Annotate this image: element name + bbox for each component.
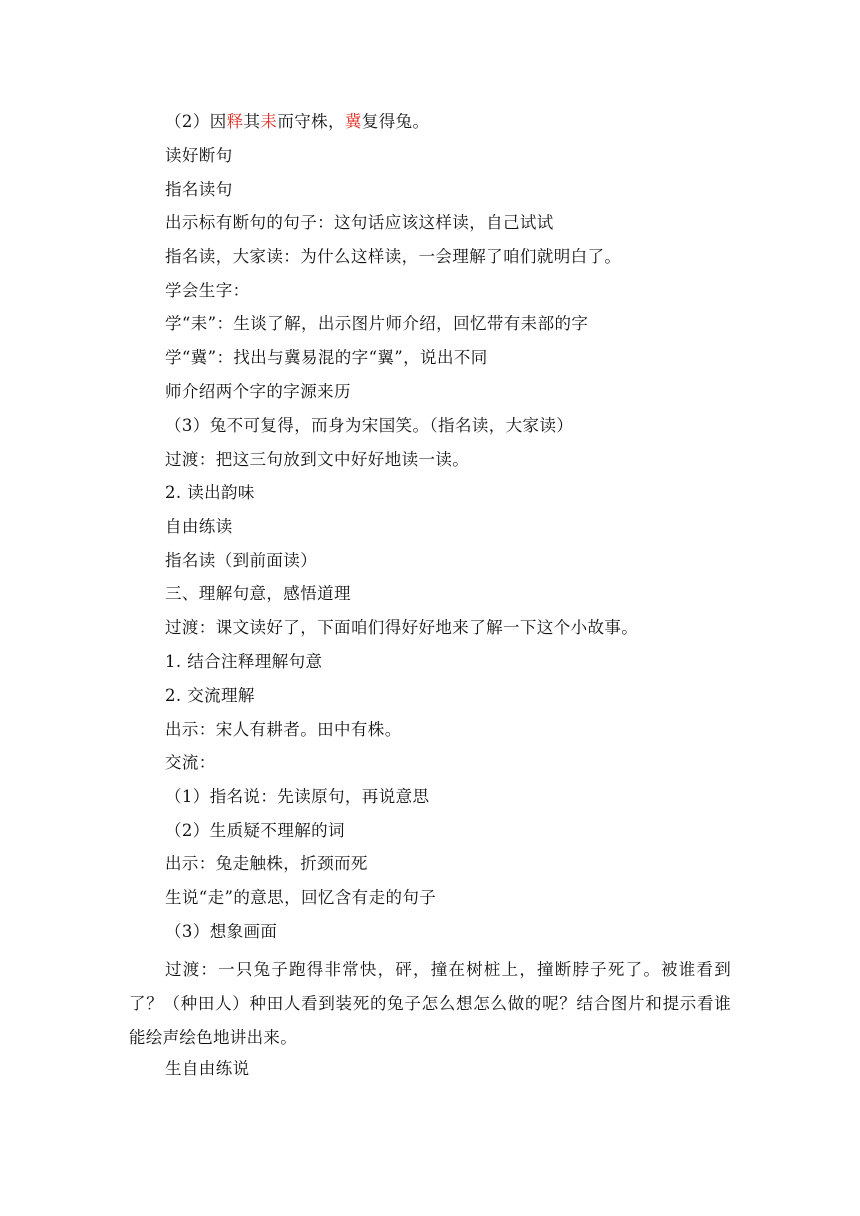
text-line-7: 学“耒”：生谈了解，出示图片师介绍，回忆带有耒部的字 [165, 314, 589, 333]
text-line-21: （1）指名说：先读原句，再说意思 [165, 787, 430, 806]
text-segment: 复得兔。 [361, 112, 430, 131]
text-line-18: 2. 交流理解 [165, 686, 255, 705]
text-line-17: 1. 结合注释理解句意 [165, 652, 323, 671]
text-line-13: 自由练读 [165, 517, 233, 536]
text-segment: （2）因 [165, 112, 227, 131]
text-line-1 [165, 111, 429, 133]
text-line-6: 学会生字： [165, 281, 250, 300]
section-heading: 三、理解句意，感悟道理 [165, 584, 351, 603]
text-line-16: 过渡：课文读好了，下面咱们得好好地来了解一下这个小故事。 [165, 618, 639, 637]
text-line-last: 生自由练说 [165, 1059, 250, 1078]
text-segment: 而守株， [277, 112, 345, 131]
text-line-5: 指名读，大家读：为什么这样读，一会理解了咱们就明白了。 [165, 247, 622, 266]
text-segment: 其 [243, 112, 261, 131]
text-line-8: 学“冀”：找出与冀易混的字“翼”，说出不同 [165, 348, 488, 367]
text-line-23: 出示：兔走触株，折颈而死 [165, 854, 368, 873]
text-line-4: 出示标有断句的句子：这句话应该这样读，自己试试 [165, 213, 554, 232]
highlighted-char-shi: 释 [226, 112, 244, 131]
text-line-19: 出示：宋人有耕者。田中有株。 [165, 720, 402, 739]
text-line-25: （3）想象画面 [165, 922, 278, 941]
text-line-9: 师介绍两个字的字源来历 [165, 382, 351, 401]
text-line-14: 指名读（到前面读） [165, 551, 318, 570]
text-line-12: 2. 读出韵味 [165, 483, 255, 502]
highlighted-char-lei: 耒 [260, 112, 278, 131]
text-line-22: （2）生质疑不理解的词 [165, 821, 345, 840]
text-line-3: 指名读句 [165, 180, 233, 199]
text-line-20: 交流： [165, 753, 216, 772]
text-line-2: 读好断句 [165, 146, 233, 165]
highlighted-char-ji: 冀 [344, 112, 362, 131]
text-line-24: 生说“走”的意思，回忆含有走的句子 [165, 888, 437, 907]
transition-paragraph: 过渡：一只兔子跑得非常快，砰，撞在树桩上，撞断脖子死了。被谁看到了？（种田人）种田人看到装死的兔子怎么想怎么做的呢？结合图片和提示看谁能绘声绘色地讲出来。 [129, 960, 731, 1047]
text-line-11: 过渡：把这三句放到文中好好地读一读。 [165, 450, 470, 469]
text-line-10: （3）兔不可复得，而身为宋国笑。（指名读，大家读） [165, 416, 574, 435]
